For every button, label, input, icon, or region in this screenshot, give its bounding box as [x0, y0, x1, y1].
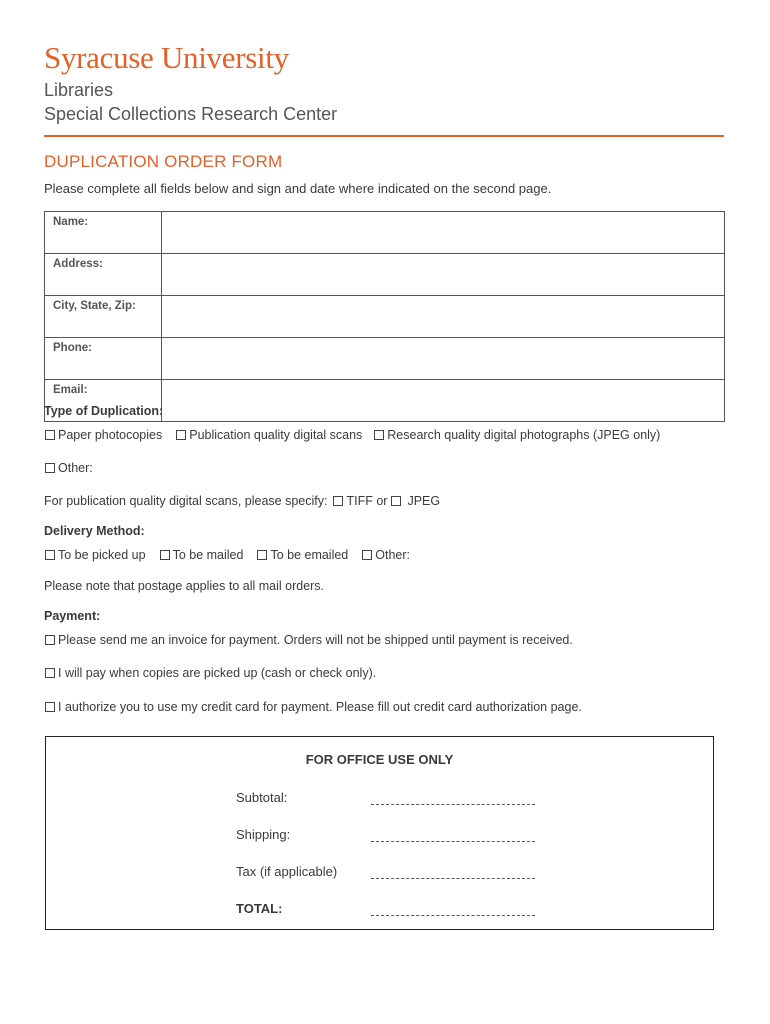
- delivery-option-mailed[interactable]: [160, 548, 244, 562]
- delivery-options-row: [45, 548, 410, 562]
- form-title: DUPLICATION ORDER FORM: [44, 152, 283, 171]
- office-use-title: FOR OFFICE USE ONLY: [305, 752, 454, 767]
- checkbox[interactable]: [362, 550, 372, 560]
- option-label: I authorize you to use my credit card for payment. Please fill out credit card authorization page.: [58, 700, 582, 714]
- payment-option-credit-card[interactable]: [45, 700, 582, 714]
- option-label: To be mailed: [172, 548, 244, 562]
- duplication-heading: Type of Duplication:: [44, 404, 164, 418]
- scrc-subtitle: Special Collections Research Center: [44, 104, 338, 124]
- checkbox[interactable]: [45, 550, 55, 560]
- field-row-name: [45, 212, 725, 254]
- checkbox[interactable]: [160, 550, 170, 560]
- name-label: Name:: [45, 212, 162, 254]
- checkbox[interactable]: [333, 496, 343, 506]
- dup-option-photographs[interactable]: [374, 428, 660, 442]
- tax-line: [371, 877, 535, 879]
- scan-format-row: [44, 494, 440, 508]
- checkbox[interactable]: [45, 635, 55, 645]
- email-input[interactable]: [162, 380, 725, 422]
- shipping-line: [371, 840, 535, 842]
- city-state-zip-label: City, State, Zip:: [45, 296, 162, 338]
- checkbox[interactable]: [45, 463, 55, 473]
- dup-option-other[interactable]: [45, 461, 93, 475]
- email-label: Email:: [45, 380, 162, 422]
- university-logo-text: Syracuse University: [44, 40, 289, 75]
- address-label: Address:: [45, 254, 162, 296]
- checkbox[interactable]: [45, 430, 55, 440]
- delivery-option-other[interactable]: [362, 548, 410, 562]
- option-label: JPEG: [407, 494, 441, 508]
- city-state-zip-input[interactable]: [162, 296, 725, 338]
- total-label: TOTAL:: [236, 901, 283, 916]
- libraries-subtitle: Libraries: [44, 80, 114, 100]
- shipping-label: Shipping:: [236, 827, 291, 842]
- subtotal-label: Subtotal:: [236, 790, 288, 805]
- phone-input[interactable]: [162, 338, 725, 380]
- payment-option-pickup[interactable]: [45, 666, 376, 680]
- checkbox[interactable]: [45, 702, 55, 712]
- checkbox[interactable]: [45, 668, 55, 678]
- dup-option-scans[interactable]: [176, 428, 362, 442]
- format-option-jpeg[interactable]: [391, 494, 440, 508]
- checkbox[interactable]: [391, 496, 401, 506]
- dup-option-photocopies[interactable]: [45, 428, 162, 442]
- checkbox[interactable]: [257, 550, 267, 560]
- header-divider: [44, 135, 724, 137]
- name-input[interactable]: [162, 212, 725, 254]
- postage-note: Please note that postage applies to all mail orders.: [44, 579, 325, 593]
- form-instructions: Please complete all fields below and sign and date where indicated on the second page.: [44, 181, 552, 196]
- payment-heading: Payment:: [44, 609, 101, 623]
- contact-fields-table: [44, 211, 725, 422]
- option-label: Research quality digital photographs (JPEG only): [387, 428, 661, 442]
- option-label: To be picked up: [58, 548, 146, 562]
- option-label: TIFF or: [346, 494, 388, 508]
- checkbox[interactable]: [374, 430, 384, 440]
- phone-label: Phone:: [45, 338, 162, 380]
- format-option-tiff[interactable]: [333, 494, 387, 508]
- delivery-option-pickup[interactable]: [45, 548, 146, 562]
- option-label: Other:: [58, 461, 93, 475]
- delivery-heading: Delivery Method:: [44, 524, 145, 538]
- delivery-option-emailed[interactable]: [257, 548, 348, 562]
- subtotal-line: [371, 803, 535, 805]
- option-label: To be emailed: [270, 548, 349, 562]
- option-label: Other:: [375, 548, 411, 562]
- tax-label: Tax (if applicable): [236, 864, 338, 879]
- option-label: Please send me an invoice for payment. Orders will not be shipped until payment is received.: [58, 633, 573, 647]
- total-line: [371, 914, 535, 916]
- field-row-address: [45, 254, 725, 296]
- field-row-phone: [45, 338, 725, 380]
- option-label: Paper photocopies: [58, 428, 163, 442]
- payment-option-invoice[interactable]: [45, 633, 573, 647]
- option-label: I will pay when copies are picked up (cash or check only).: [58, 666, 377, 680]
- scan-format-prompt: For publication quality digital scans, please specify:: [44, 494, 328, 508]
- checkbox[interactable]: [176, 430, 186, 440]
- field-row-city: [45, 296, 725, 338]
- office-use-box: [45, 736, 714, 930]
- option-label: Publication quality digital scans: [189, 428, 363, 442]
- address-input[interactable]: [162, 254, 725, 296]
- duplication-options-row: [45, 428, 660, 442]
